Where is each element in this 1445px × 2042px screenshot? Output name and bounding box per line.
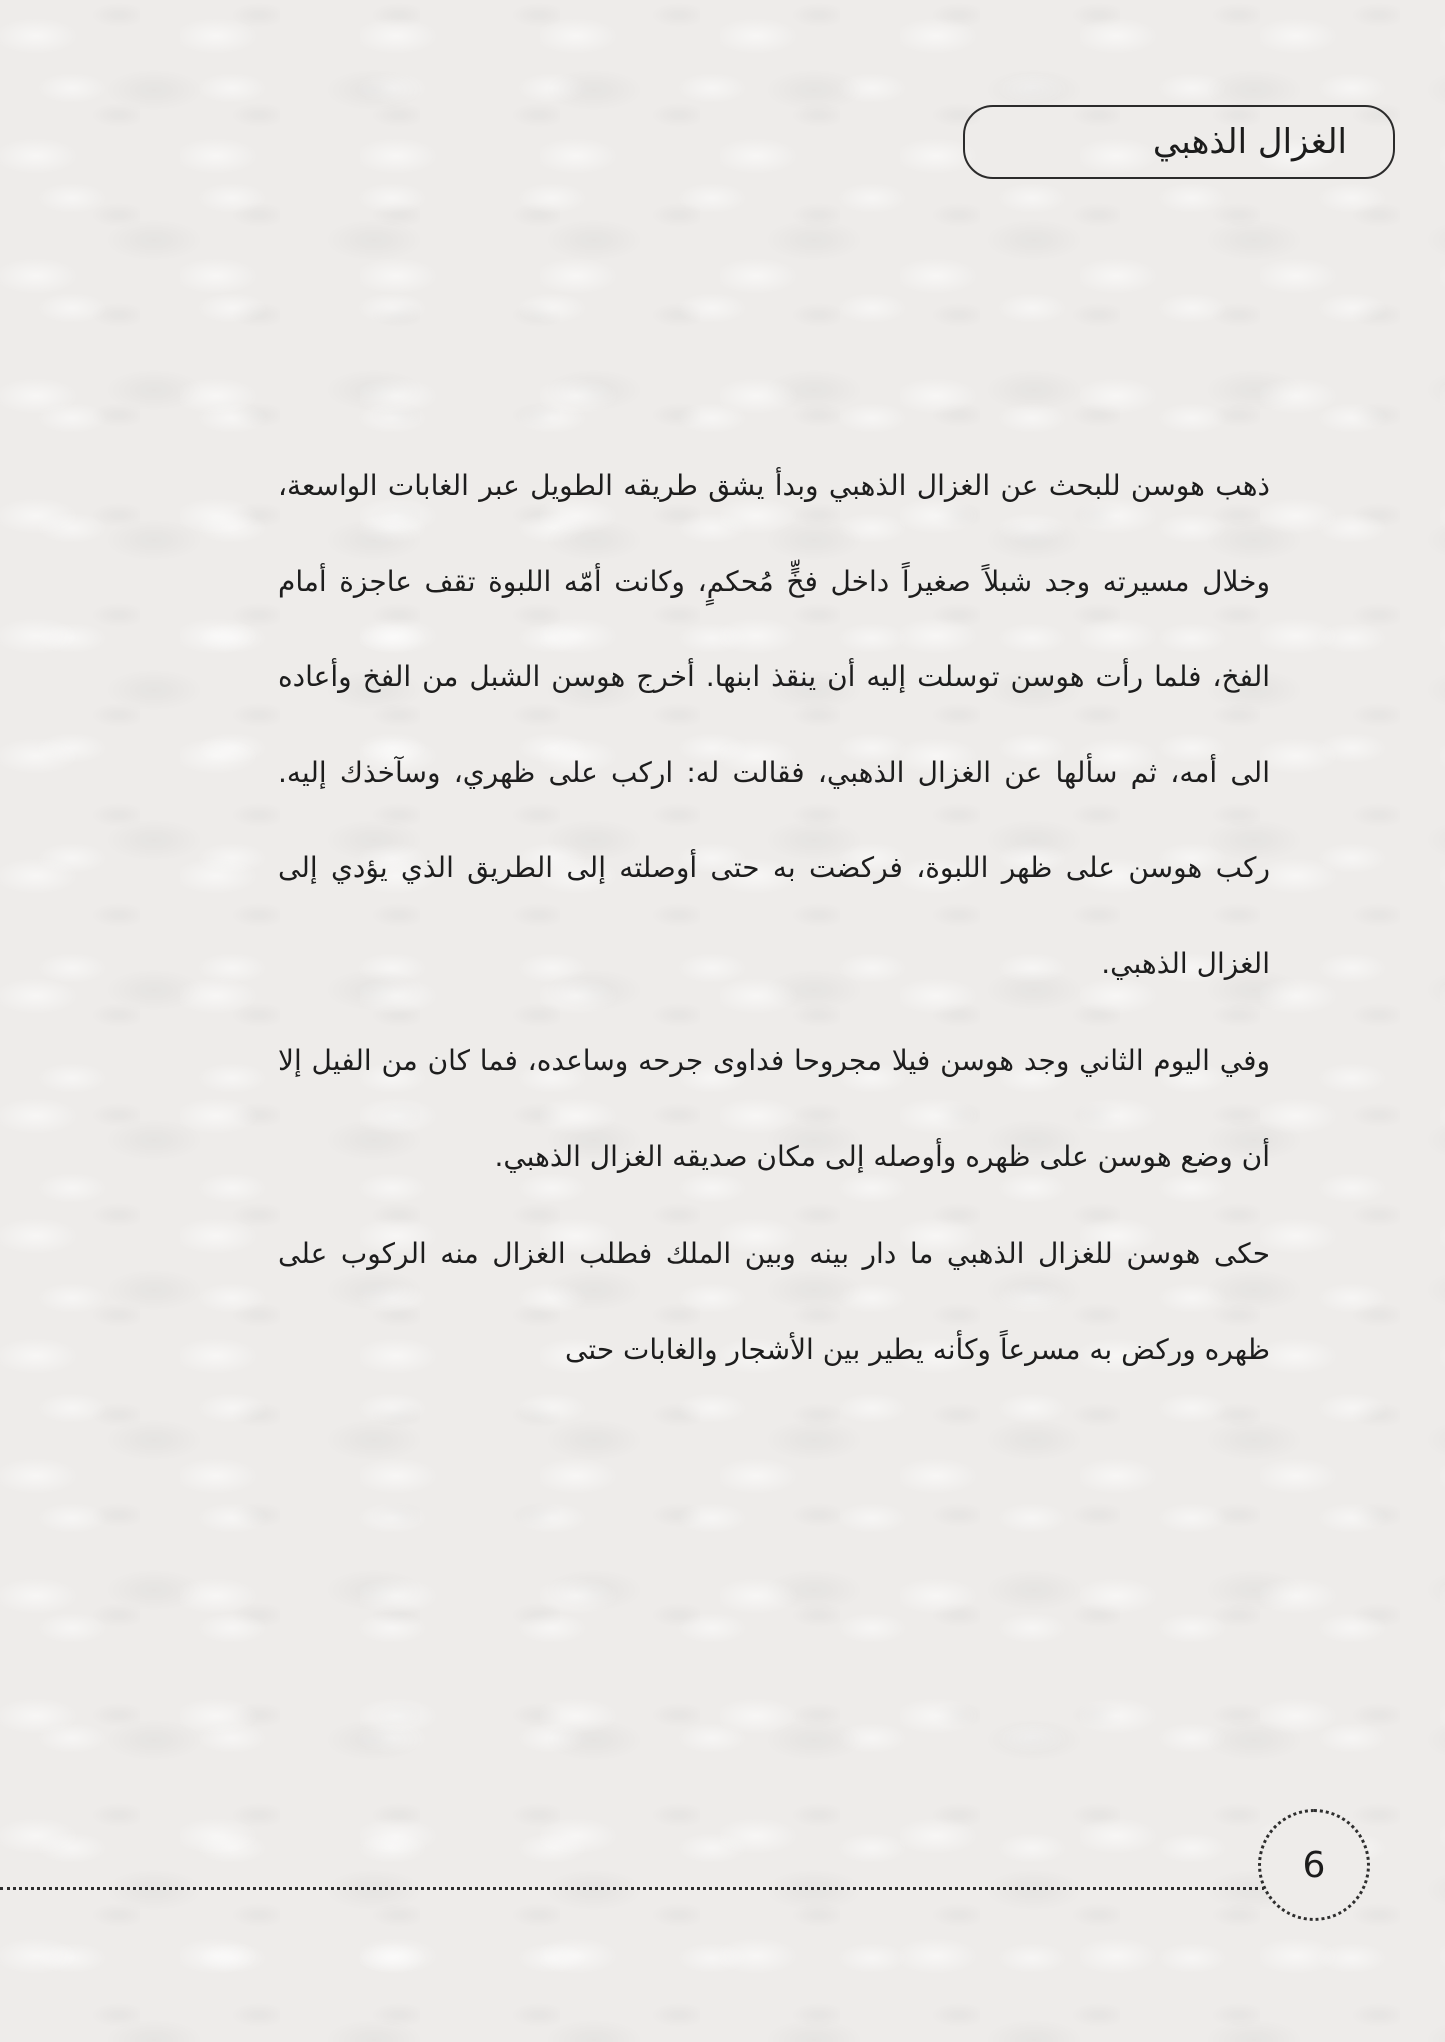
footer-dotted-line [0,1887,1265,1890]
story-text [278,438,1270,1399]
paragraph-3: حكى هوسن للغزال الذهبي ما دار بينه وبين الملك فطلب الغزال منه الركوب على ظهره وركض به مسرعاً وكأنه يطير بين الأشجار والغابات حتى [278,1237,1270,1366]
chapter-title: الغزال الذهبي [1152,122,1347,162]
paragraph-1: ذهب هوسن للبحث عن الغزال الذهبي وبدأ يشق طريقه الطويل عبر الغابات الواسعة، وخلال مسيرته وجد شبلاً صغيراً داخل فخٍّ مُحكمٍ، وكانت أمّه اللبوة تقف عاجزة أمام الفخ، فلما رأت هوسن توسلت إليه أن ينقذ ابنها. أخرج هوسن الشبل من الفخ وأعاده الى أمه، ثم سألها عن الغزال الذهبي، فقالت له: اركب على ظهري، وسآخذك إليه. ركب هوسن على ظهر اللبوة، فركضت به حتى أوصلته إلى الطريق الذي يؤدي إلى الغزال الذهبي. [278,469,1270,980]
page-number-badge [1258,1809,1370,1921]
chapter-header [963,105,1395,179]
paragraph-2: وفي اليوم الثاني وجد هوسن فيلا مجروحا فداوى جرحه وساعده، فما كان من الفيل إلا أن وضع هوسن على ظهره وأوصله إلى مكان صديقه الغزال الذهبي. [278,1044,1270,1173]
page-number: 6 [1302,1844,1326,1886]
